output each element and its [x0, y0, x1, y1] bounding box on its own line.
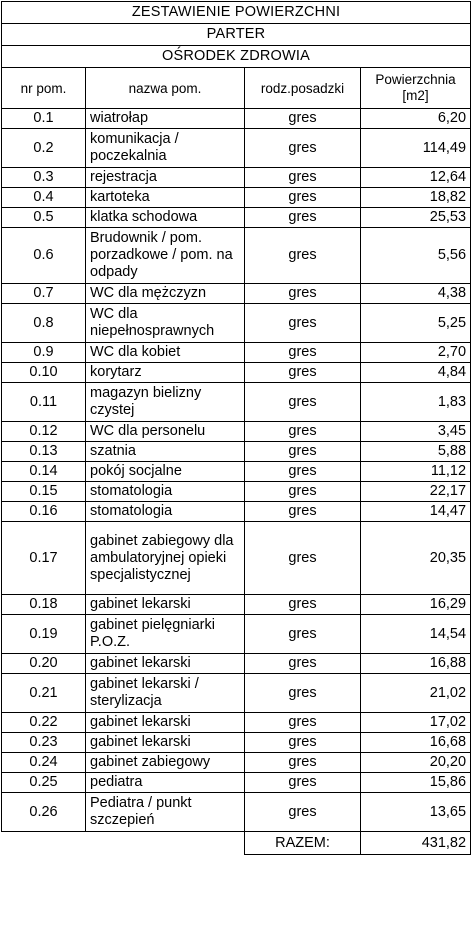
unit-label: OŚRODEK ZDROWIA: [2, 46, 471, 68]
room-area: 4,84: [361, 363, 471, 383]
column-header-area-line2: [m2]: [402, 88, 429, 103]
room-name: Pediatra / punkt szczepień: [86, 793, 245, 832]
unit-row: [2, 46, 471, 68]
room-number: 0.3: [2, 168, 86, 188]
room-number: 0.26: [2, 793, 86, 832]
room-number: 0.6: [2, 228, 86, 284]
total-blank-cell: [2, 832, 86, 855]
total-label: RAZEM:: [245, 832, 361, 855]
room-area: 3,45: [361, 422, 471, 442]
room-number: 0.21: [2, 674, 86, 713]
room-area: 16,88: [361, 654, 471, 674]
table-row: [2, 674, 471, 713]
column-header-nr: nr pom.: [2, 68, 86, 109]
room-area: 2,70: [361, 343, 471, 363]
room-number: 0.10: [2, 363, 86, 383]
table-row: [2, 208, 471, 228]
floor-type: gres: [245, 615, 361, 654]
room-name: stomatologia: [86, 482, 245, 502]
room-area: 20,20: [361, 753, 471, 773]
floor-type: gres: [245, 595, 361, 615]
table-row: [2, 753, 471, 773]
room-area: 5,25: [361, 304, 471, 343]
table-row: [2, 228, 471, 284]
room-name: gabinet pielęgniarki P.O.Z.: [86, 615, 245, 654]
table-row: [2, 188, 471, 208]
table-row: [2, 363, 471, 383]
floor-type: gres: [245, 422, 361, 442]
table-row: [2, 442, 471, 462]
table-row: [2, 284, 471, 304]
table-row: [2, 773, 471, 793]
floor-type: gres: [245, 502, 361, 522]
floor-type: gres: [245, 363, 361, 383]
room-area: 11,12: [361, 462, 471, 482]
floor-label: PARTER: [2, 24, 471, 46]
title-row: [2, 2, 471, 24]
room-number: 0.9: [2, 343, 86, 363]
room-name: WC dla niepełnosprawnych: [86, 304, 245, 343]
room-name: stomatologia: [86, 502, 245, 522]
room-area: 17,02: [361, 713, 471, 733]
column-header-row: [2, 68, 471, 109]
room-number: 0.23: [2, 733, 86, 753]
room-number: 0.25: [2, 773, 86, 793]
room-number: 0.12: [2, 422, 86, 442]
room-name: gabinet zabiegowy: [86, 753, 245, 773]
table-row: [2, 502, 471, 522]
room-number: 0.4: [2, 188, 86, 208]
room-name: magazyn bielizny czystej: [86, 383, 245, 422]
room-number: 0.1: [2, 109, 86, 129]
room-number: 0.24: [2, 753, 86, 773]
room-name: WC dla personelu: [86, 422, 245, 442]
total-row: [2, 832, 471, 855]
room-area: 15,86: [361, 773, 471, 793]
table-row: [2, 462, 471, 482]
room-area: 4,38: [361, 284, 471, 304]
table-row: [2, 304, 471, 343]
room-number: 0.18: [2, 595, 86, 615]
room-number: 0.7: [2, 284, 86, 304]
room-area: 6,20: [361, 109, 471, 129]
floor-type: gres: [245, 383, 361, 422]
table-title: ZESTAWIENIE POWIERZCHNI: [2, 2, 471, 24]
floor-type: gres: [245, 713, 361, 733]
floor-type: gres: [245, 522, 361, 595]
table-row: [2, 482, 471, 502]
room-number: 0.13: [2, 442, 86, 462]
floor-type: gres: [245, 208, 361, 228]
floor-type: gres: [245, 462, 361, 482]
table-row: [2, 595, 471, 615]
room-area: 14,54: [361, 615, 471, 654]
room-area: 1,83: [361, 383, 471, 422]
room-name: komunikacja / poczekalnia: [86, 129, 245, 168]
room-area: 20,35: [361, 522, 471, 595]
floor-type: gres: [245, 188, 361, 208]
floor-type: gres: [245, 109, 361, 129]
room-area: 16,29: [361, 595, 471, 615]
room-number: 0.2: [2, 129, 86, 168]
floor-type: gres: [245, 753, 361, 773]
room-number: 0.20: [2, 654, 86, 674]
table-row: [2, 343, 471, 363]
room-area: 25,53: [361, 208, 471, 228]
table-row: [2, 713, 471, 733]
room-area: 14,47: [361, 502, 471, 522]
total-blank-cell: [86, 832, 245, 855]
area-summary-table: [1, 1, 471, 855]
room-name: klatka schodowa: [86, 208, 245, 228]
room-name: gabinet lekarski: [86, 713, 245, 733]
area-summary-sheet: [1, 1, 470, 855]
table-row: [2, 383, 471, 422]
room-name: gabinet lekarski: [86, 595, 245, 615]
column-header-floor-type: rodz.posadzki: [245, 68, 361, 109]
room-area: 22,17: [361, 482, 471, 502]
room-number: 0.14: [2, 462, 86, 482]
room-name: gabinet lekarski / sterylizacja: [86, 674, 245, 713]
table-rows: [2, 109, 471, 832]
floor-type: gres: [245, 168, 361, 188]
room-name: WC dla kobiet: [86, 343, 245, 363]
room-number: 0.22: [2, 713, 86, 733]
floor-type: gres: [245, 228, 361, 284]
room-name: gabinet zabiegowy dla ambulatoryjnej opieki specjalistycznej: [86, 522, 245, 595]
room-number: 0.16: [2, 502, 86, 522]
room-name: szatnia: [86, 442, 245, 462]
room-number: 0.15: [2, 482, 86, 502]
table-row: [2, 793, 471, 832]
floor-type: gres: [245, 129, 361, 168]
room-number: 0.5: [2, 208, 86, 228]
room-name: wiatrołap: [86, 109, 245, 129]
table-row: [2, 522, 471, 595]
table-row: [2, 129, 471, 168]
room-area: 13,65: [361, 793, 471, 832]
floor-row: [2, 24, 471, 46]
table-row: [2, 109, 471, 129]
room-area: 18,82: [361, 188, 471, 208]
table-row: [2, 168, 471, 188]
room-area: 5,88: [361, 442, 471, 462]
column-header-name: nazwa pom.: [86, 68, 245, 109]
room-number: 0.8: [2, 304, 86, 343]
room-number: 0.17: [2, 522, 86, 595]
column-header-area: [361, 68, 471, 109]
room-name: gabinet lekarski: [86, 654, 245, 674]
room-area: 21,02: [361, 674, 471, 713]
room-name: kartoteka: [86, 188, 245, 208]
floor-type: gres: [245, 674, 361, 713]
room-area: 5,56: [361, 228, 471, 284]
room-name: pediatra: [86, 773, 245, 793]
table-row: [2, 615, 471, 654]
floor-type: gres: [245, 284, 361, 304]
room-name: pokój socjalne: [86, 462, 245, 482]
column-header-area-line1: Powierzchnia: [375, 72, 456, 87]
room-name: Brudownik / pom. porzadkowe / pom. na odpady: [86, 228, 245, 284]
room-area: 114,49: [361, 129, 471, 168]
floor-type: gres: [245, 733, 361, 753]
table-row: [2, 654, 471, 674]
room-area: 16,68: [361, 733, 471, 753]
floor-type: gres: [245, 482, 361, 502]
floor-type: gres: [245, 304, 361, 343]
table-row: [2, 733, 471, 753]
room-name: korytarz: [86, 363, 245, 383]
room-name: rejestracja: [86, 168, 245, 188]
room-number: 0.11: [2, 383, 86, 422]
floor-type: gres: [245, 773, 361, 793]
floor-type: gres: [245, 343, 361, 363]
room-number: 0.19: [2, 615, 86, 654]
floor-type: gres: [245, 442, 361, 462]
room-name: gabinet lekarski: [86, 733, 245, 753]
room-name: WC dla mężczyzn: [86, 284, 245, 304]
table-row: [2, 422, 471, 442]
floor-type: gres: [245, 793, 361, 832]
room-area: 12,64: [361, 168, 471, 188]
total-value: 431,82: [361, 832, 471, 855]
floor-type: gres: [245, 654, 361, 674]
